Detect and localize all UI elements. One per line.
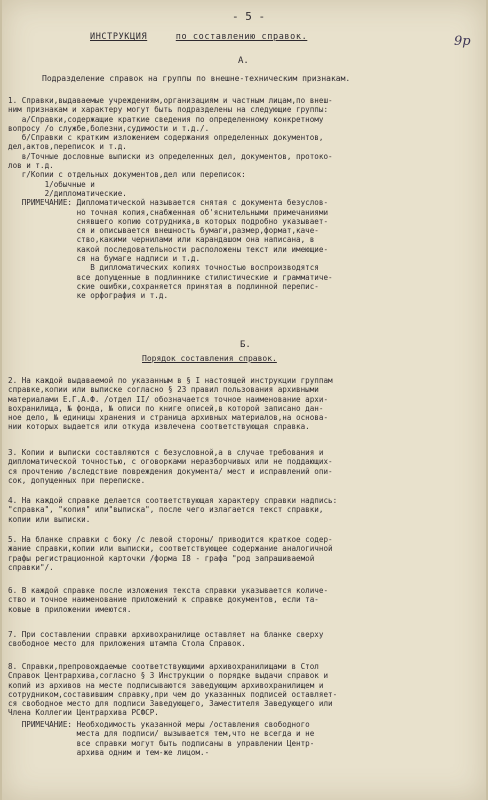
text-line: ся свободное место для подписи Заведующего, Заместителя Заведующего или (8, 699, 333, 709)
text-line: свободное место для приложения штампа Стола Справок. (8, 639, 246, 649)
text-line: Справок Центрархива,согласно § 3 Инструкции о порядке выдачи справок и (8, 671, 329, 681)
text-line: все справки могут быть подписаны в управлении Центр- (8, 738, 315, 748)
text-line: ство и точное наименование приложений к справке документов, если та- (8, 595, 319, 605)
text-line: ские ошибки,сохраняется принятая в подлинной перепис- (8, 281, 319, 291)
title-main: ИНСТРУКЦИЯ (90, 32, 148, 42)
text-line: ся на бумаге надписи и т.д. (8, 254, 201, 264)
section-a-body (8, 96, 333, 301)
section-b-para-5 (8, 535, 333, 572)
text-line: 5. На бланке справки с боку /с левой стороны/ приводится краткое содер- (8, 535, 333, 544)
text-line: 8. Справки,препровождаемые соответствующими архивохранилищами в Стол (8, 662, 319, 671)
section-b-para-7 (8, 630, 323, 649)
text-line: 4. На каждой справке делается соответствующая характеру справки надпись: (8, 496, 338, 505)
text-line: все допущенные в подлиннике стилистические и грамматиче- (8, 272, 333, 282)
text-line: копии или выписки. (8, 514, 91, 524)
text-line: какой последовательности расположены текст или имеющие- (8, 244, 329, 254)
text-line: ке орфография и т.д. (8, 291, 169, 301)
text-line: справке,копии или выписке согласно § 23 правил пользования архивными (8, 385, 319, 395)
text-line: 3. Копии и выписки составляются с безусловной,а в случае требования и (8, 448, 324, 457)
text-line: ковые в приложении имеются. (8, 604, 132, 614)
section-b-note (8, 720, 314, 757)
text-line: но точная копия,снабженная об'яснительными примечаниями (8, 207, 329, 217)
text-line: сок, допущенных при переписке. (8, 475, 146, 485)
text-line: ное дело, № единицы хранения и страница архивных материалов,на основа- (8, 413, 329, 423)
text-line: вопросу /о службе,болезни,судимости и т.д./. (8, 123, 210, 133)
text-line: ПРИМЕЧАНИЕ: Дипломатической называется снятая с документа безуслов- (8, 198, 329, 208)
text-line: вохранилища, № фонда, № описи по книге описей,в которой записано дан- (8, 403, 324, 413)
text-line: 1. Справки,выдаваемые учреждениям,организациям и частным лицам,по внеш- (8, 96, 333, 105)
text-line: справки"/. (8, 562, 54, 572)
text-line: жание справки,копии или выписки, соответствующее содержание аналогичной (8, 544, 333, 554)
text-line: 1/обычные и (8, 179, 95, 189)
text-line: лов и т.д. (8, 161, 54, 171)
handwritten-page-mark: 9р (454, 34, 471, 49)
text-line: 2. На каждой выдаваемой по указанным в § I настоящей инструкции группам (8, 376, 333, 385)
text-line: снявшего копию сотрудника,в которых подробно указывает- (8, 216, 329, 226)
document-page (2, 0, 486, 800)
text-line: места для подписи/ вызывается тем,что не всегда и не (8, 729, 315, 739)
section-b-heading: Порядок составления справок. (142, 354, 277, 363)
text-line: ся и описывается внешность бумаги,размер,формат,каче- (8, 226, 319, 236)
title-rest: по составлению справок. (175, 32, 308, 42)
section-a-letter: А. (238, 56, 249, 66)
text-line: материалами Е.Г.А.Ф. /отдел II/ обозначается точное наименование архи- (8, 394, 329, 404)
page-number: - 5 - (232, 10, 266, 23)
section-b-para-3 (8, 448, 333, 485)
text-line: дипломатической точностью, с оговорками неразборчивых или не поддающих- (8, 457, 333, 467)
text-line: в/Точные дословные выписки из определенных дел, документов, протоко- (8, 151, 333, 161)
text-line: дел,актов,переписок и т.д. (8, 142, 127, 152)
text-line: а/Справки,содержащие краткие сведения по определенному конкретному (8, 114, 324, 124)
text-line: сотрудником,составившим справку,при чем до указанных подписей оставляет- (8, 689, 338, 699)
document-title (90, 32, 307, 42)
text-line: В дипломатических копиях точностью воспроизводятся (8, 263, 319, 273)
text-line: ся прочтению /вследствие повреждения документа/ мест и исправлений опи- (8, 466, 333, 476)
section-b-letter: Б. (240, 340, 251, 350)
section-b-para-6 (8, 586, 328, 614)
text-line: графы регистрационной карточки /форма I8 - графа "род запрашиваемой (8, 553, 315, 563)
text-line: 6. В каждой справке после изложения текста справки указывается количе- (8, 586, 329, 595)
text-line: 7. При составлении справки архивохранилище оставляет на бланке сверху (8, 630, 324, 639)
section-b-para-4 (8, 496, 337, 524)
text-line: Члена Коллегии Центрархива РСФСР. (8, 708, 159, 718)
text-line: "справка", "копия" или"выписка", после чего излагается текст справки, (8, 505, 324, 515)
text-line: ство,какими чернилами или карандашом она написана, в (8, 235, 315, 245)
text-line: нии которых выдается или откуда извлечена соответствующая справка. (8, 422, 310, 432)
section-b-para-2 (8, 376, 333, 432)
section-b-para-8 (8, 662, 337, 718)
text-line: г/Копии с отдельных документов,дел или переписок: (8, 170, 246, 180)
text-line: б/Справки с кратким изложением содержания определенных документов, (8, 133, 324, 143)
section-a-heading: Подразделение справок на группы по внешне-техническим признакам. (42, 74, 351, 83)
text-line: копий из архивов на месте подписываются заведующим архивохранилищем и (8, 680, 324, 690)
text-line: 2/дипломатические. (8, 188, 127, 198)
text-line: архива одним и тем-же лицом.- (8, 747, 210, 757)
text-line: ПРИМЕЧАНИЕ: Необходимость указанной меры /оставления свободного (8, 720, 310, 729)
text-line: ним признакам и характеру могут быть подразделены на следующие группы: (8, 105, 329, 115)
